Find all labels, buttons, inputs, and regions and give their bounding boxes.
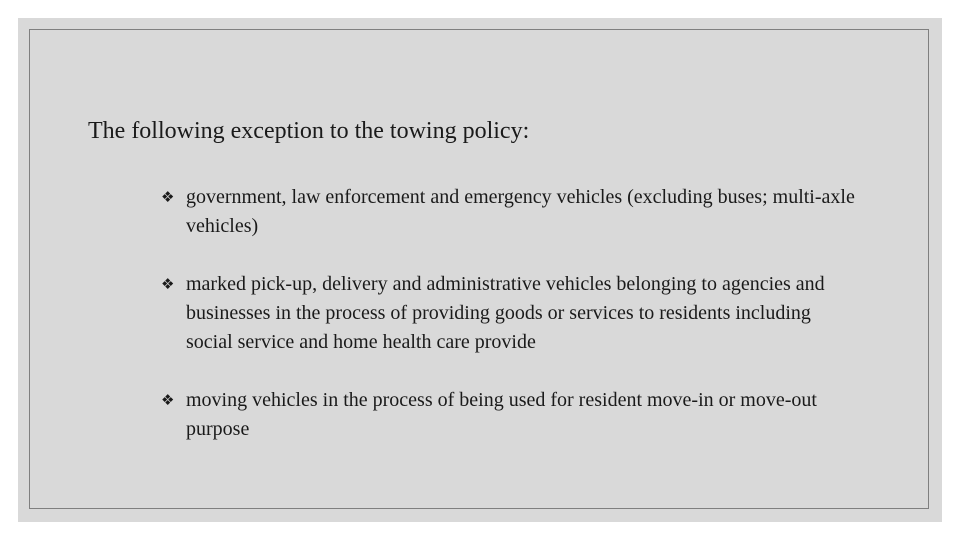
- diamond-bullet-icon: ❖: [161, 391, 175, 409]
- diamond-bullet-icon: ❖: [161, 275, 175, 293]
- bullet-text: government, law enforcement and emergency vehicles (excluding buses; multi-axle vehicles): [186, 186, 855, 237]
- diamond-bullet-icon: ❖: [161, 188, 175, 206]
- slide: [18, 18, 942, 522]
- slide-heading: The following exception to the towing policy:: [88, 118, 530, 144]
- bullet-list: [161, 183, 861, 444]
- bullet-item: [161, 386, 861, 444]
- bullet-item: [161, 183, 861, 241]
- bullet-text: moving vehicles in the process of being used for resident move-in or move-out purpose: [186, 389, 817, 440]
- bullet-item: [161, 270, 861, 357]
- bullet-text: marked pick-up, delivery and administrative vehicles belonging to agencies and businesses in the process of providing goods or services to residents including social service and home health care provide: [186, 273, 825, 353]
